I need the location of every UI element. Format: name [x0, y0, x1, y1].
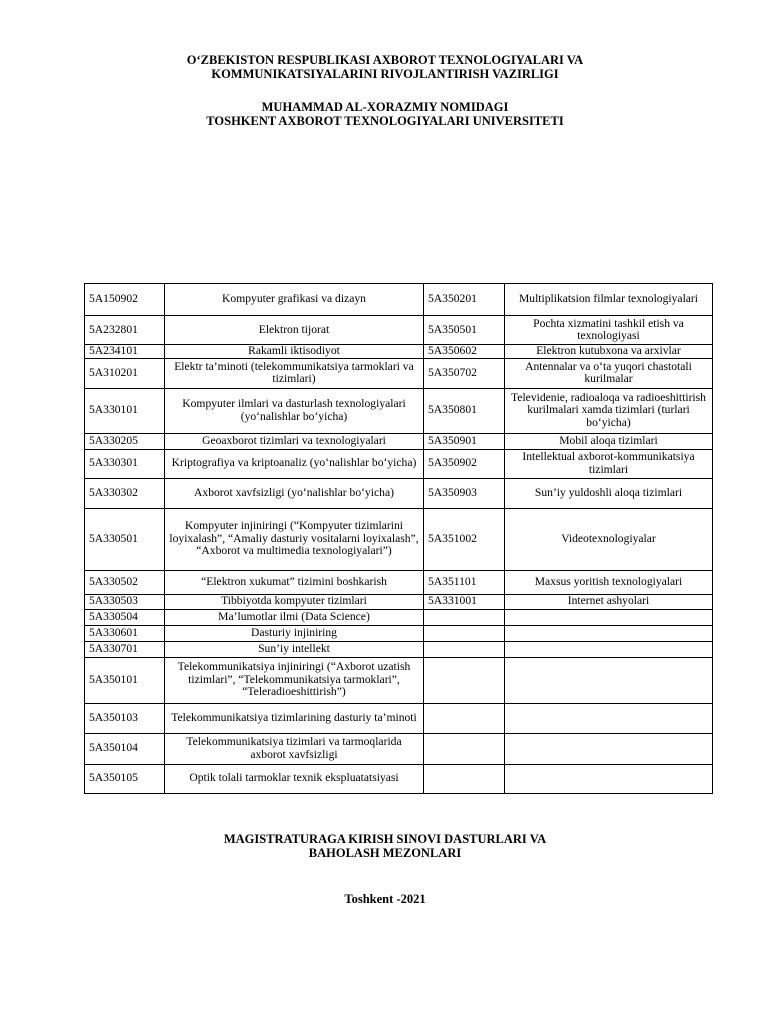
specialty-name-cell: Kompyuter injiniringi (“Kompyuter tizimlarini loyixalash”, “Amaliy dasturiy vositalarni loyixalash”, “Axborot va multimedia texnologiyalari”): [165, 508, 424, 570]
specialty-code-cell: 5A330503: [85, 594, 165, 609]
ministry-line-2: KOMMUNIKATSIYALARINI RIVOJLANTIRISH VAZIRLIGI: [211, 67, 559, 81]
program-title: [0, 832, 770, 860]
specialty-code-cell: 5A350801: [424, 388, 505, 433]
specialty-name-cell: Optik tolali tarmoklar texnik ekspluatatsiyasi: [165, 764, 424, 793]
university-line-2: TOSHKENT AXBOROT TEXNOLOGIYALARI UNIVERSITETI: [206, 114, 564, 128]
specialty-code-cell: [424, 703, 505, 733]
specialty-name-cell: Kriptografiya va kriptoanaliz (yo‘nalishlar bo‘yicha): [165, 449, 424, 478]
specialty-name-cell: Kompyuter ilmlari va dasturlash texnologiyalari (yo‘nalishlar bo‘yicha): [165, 388, 424, 433]
specialty-code-cell: 5A350101: [85, 657, 165, 703]
specialty-code-cell: 5A351101: [424, 570, 505, 594]
specialty-name-cell: Rakamli iktisodiyot: [165, 345, 424, 359]
specialty-name-cell: Intellektual axborot-kommunikatsiya tizimlari: [505, 449, 713, 478]
table-row: [85, 433, 713, 449]
table-row: [85, 284, 713, 316]
specialty-name-cell: Internet ashyolari: [505, 594, 713, 609]
specialty-name-cell: Elektr ta’minoti (telekommunikatsiya tarmoklari va tizimlari): [165, 358, 424, 388]
specialty-code-cell: 5A330301: [85, 449, 165, 478]
specialty-name-cell: Kompyuter grafikasi va dizayn: [165, 284, 424, 316]
place-and-year: Toshkent -2021: [344, 892, 426, 906]
specialty-name-cell: Pochta xizmatini tashkil etish va texnologiyasi: [505, 316, 713, 345]
specialty-code-cell: 5A232801: [85, 316, 165, 345]
table-row: [85, 449, 713, 478]
specialty-code-cell: 5A330504: [85, 609, 165, 625]
specialty-code-cell: 5A150902: [85, 284, 165, 316]
specialty-name-cell: Elektron kutubxona va arxivlar: [505, 345, 713, 359]
specialty-name-cell: [505, 625, 713, 641]
specialty-code-cell: [424, 733, 505, 764]
specialty-name-cell: [505, 764, 713, 793]
specialty-code-cell: 5A351002: [424, 508, 505, 570]
table-row: [85, 345, 713, 359]
specialty-code-cell: 5A350901: [424, 433, 505, 449]
specialty-code-cell: 5A330302: [85, 478, 165, 508]
specialty-name-cell: Multiplikatsion filmlar texnologiyalari: [505, 284, 713, 316]
specialty-code-cell: 5A330502: [85, 570, 165, 594]
table-row: [85, 570, 713, 594]
table-row: [85, 657, 713, 703]
table-row: [85, 388, 713, 433]
specialty-name-cell: Ma’lumotlar ilmi (Data Science): [165, 609, 424, 625]
specialty-name-cell: Maxsus yoritish texnologiyalari: [505, 570, 713, 594]
specialty-code-cell: 5A350501: [424, 316, 505, 345]
ministry-header: [0, 53, 770, 81]
table-row: [85, 733, 713, 764]
specialty-code-cell: 5A350104: [85, 733, 165, 764]
specialty-code-cell: [424, 641, 505, 657]
specialty-code-cell: 5A350105: [85, 764, 165, 793]
specialty-code-cell: 5A330601: [85, 625, 165, 641]
specialty-code-cell: 5A350702: [424, 358, 505, 388]
specialty-code-cell: 5A330205: [85, 433, 165, 449]
specialty-code-cell: 5A350602: [424, 345, 505, 359]
specialty-name-cell: Telekommunikatsiya tizimlarining dasturiy ta’minoti: [165, 703, 424, 733]
table-row: [85, 703, 713, 733]
specialty-code-cell: 5A330101: [85, 388, 165, 433]
specialties-table-body: [85, 284, 713, 794]
specialty-name-cell: Telekommunikatsiya tizimlari va tarmoqlarida axborot xavfsizligi: [165, 733, 424, 764]
specialty-name-cell: Geoaxborot tizimlari va texnologiyalari: [165, 433, 424, 449]
specialty-name-cell: Telekommunikatsiya injiniringi (“Axborot uzatish tizimlari”, “Telekommunikatsiya tarmoklari”, “Teleradioeshittirish”): [165, 657, 424, 703]
table-row: [85, 508, 713, 570]
specialty-code-cell: 5A330701: [85, 641, 165, 657]
specialty-name-cell: Mobil aloqa tizimlari: [505, 433, 713, 449]
specialty-name-cell: Antennalar va o‘ta yuqori chastotali kurilmalar: [505, 358, 713, 388]
specialty-name-cell: [505, 609, 713, 625]
table-row: [85, 358, 713, 388]
table-row: [85, 594, 713, 609]
specialty-name-cell: Sun’iy intellekt: [165, 641, 424, 657]
specialty-name-cell: Videotexnologiyalar: [505, 508, 713, 570]
specialty-code-cell: [424, 609, 505, 625]
specialty-code-cell: 5A350903: [424, 478, 505, 508]
specialty-name-cell: “Elektron xukumat” tizimini boshkarish: [165, 570, 424, 594]
program-title-line-2: BAHOLASH MEZONLARI: [308, 846, 462, 860]
specialty-code-cell: 5A350201: [424, 284, 505, 316]
specialty-name-cell: [505, 641, 713, 657]
specialty-code-cell: [424, 657, 505, 703]
specialty-code-cell: [424, 764, 505, 793]
specialty-code-cell: [424, 625, 505, 641]
specialty-code-cell: 5A331001: [424, 594, 505, 609]
table-row: [85, 478, 713, 508]
specialty-code-cell: 5A310201: [85, 358, 165, 388]
specialty-name-cell: Axborot xavfsizligi (yo‘nalishlar bo‘yicha): [165, 478, 424, 508]
specialty-name-cell: Sun’iy yuldoshli aloqa tizimlari: [505, 478, 713, 508]
specialty-name-cell: Dasturiy injiniring: [165, 625, 424, 641]
specialty-code-cell: 5A350103: [85, 703, 165, 733]
university-header: [0, 100, 770, 128]
specialty-code-cell: 5A350902: [424, 449, 505, 478]
table-row: [85, 625, 713, 641]
table-row: [85, 641, 713, 657]
specialty-name-cell: Elektron tijorat: [165, 316, 424, 345]
specialty-name-cell: Televidenie, radioaloqa va radioeshittirish kurilmalari xamda tizimlari (turlari bo‘yicha): [505, 388, 713, 433]
specialty-name-cell: [505, 703, 713, 733]
specialty-name-cell: Tibbiyotda kompyuter tizimlari: [165, 594, 424, 609]
university-line-1: MUHAMMAD AL-XORAZMIY NOMIDAGI: [261, 100, 509, 114]
table-row: [85, 609, 713, 625]
specialty-code-cell: 5A234101: [85, 345, 165, 359]
specialties-table: [84, 283, 713, 794]
specialty-code-cell: 5A330501: [85, 508, 165, 570]
specialty-name-cell: [505, 657, 713, 703]
ministry-line-1: O‘ZBEKISTON RESPUBLIKASI AXBOROT TEXNOLOGIYALARI VA: [186, 53, 584, 67]
specialty-name-cell: [505, 733, 713, 764]
table-row: [85, 316, 713, 345]
table-row: [85, 764, 713, 793]
program-title-line-1: MAGISTRATURAGA KIRISH SINOVI DASTURLARI VA: [223, 832, 547, 846]
